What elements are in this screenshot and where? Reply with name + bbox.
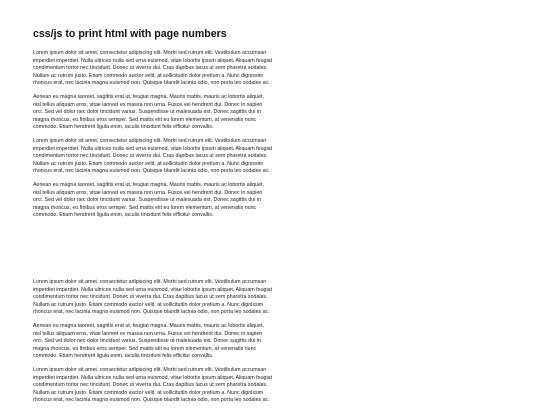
text-line: condimentum tortor nec tincidunt. Donec ut viverra dui. Cras dapibus lacus ut sem pharetra sodales. bbox=[33, 294, 268, 301]
text-line: condimentum tortor nec tincidunt. Donec ut viverra dui. Cras dapibus lacus ut sem pharetra sodales. bbox=[33, 382, 268, 389]
text-line: commodo. Etiam hendrerit ligula enim, iaculis tincidunt felis efficitur convallis. bbox=[33, 353, 214, 360]
page-2 bbox=[33, 279, 315, 411]
paragraph-lorem bbox=[33, 138, 315, 176]
text-line: magna rhoncus, eu finibus eros semper. Sed mattis elit eu lorem elementum, at venenatis nunc bbox=[33, 204, 257, 211]
text-line: Lorem ipsum dolor sit amet, consectetur adipiscing elit. Morbi sed rutrum elit. Vestibulum accumsan bbox=[33, 138, 267, 145]
text-line: Aenean eu magna laoreet, sagittis erat ut, feugiat magna. Mauris mattis, mauris ac lobortis aliquet, bbox=[33, 323, 264, 330]
text-line: rhoncus erat, nec lacinia magna euismod non. Quisque blandit lacinia odio, non porta leo sodales ac. bbox=[33, 168, 270, 175]
text-line: Nullam ac rutrum justo. Etiam commodo auctor velit, at sollicitudin dolor pretium a. Nunc dignissim bbox=[33, 301, 264, 308]
text-line: orci. Sed vel dolor nec dolor tincidunt varius. Suspendisse ut malesuada est. Donec sagittis dui in bbox=[33, 338, 261, 345]
paragraph-lorem bbox=[33, 50, 315, 88]
paragraph-lorem bbox=[33, 279, 315, 317]
text-line: condimentum tortor nec tincidunt. Donec ut viverra dui. Cras dapibus lacus ut sem pharetra sodales. bbox=[33, 65, 268, 72]
text-line: commodo. Etiam hendrerit ligula enim, iaculis tincidunt felis efficitur convallis. bbox=[33, 212, 214, 219]
text-line: Nullam ac rutrum justo. Etiam commodo auctor velit, at sollicitudin dolor pretium a. Nunc dignissim bbox=[33, 160, 264, 167]
text-line: nisl tellus aliquam eros, vitae laoreet ex massa non urna. Fusce vel hendrerit dui. Donec in sapien bbox=[33, 101, 263, 108]
paragraph-aenean bbox=[33, 323, 315, 361]
page-1 bbox=[33, 28, 315, 226]
text-line: imperdiet imperdiet. Nulla ultrices nulla sed urna euismod, vitae lobortis ipsum aliquet. Aliquam feugiat bbox=[33, 145, 273, 152]
text-line: rhoncus erat, nec lacinia magna euismod non. Quisque blandit lacinia odio, non porta leo sodales ac. bbox=[33, 309, 270, 316]
text-line: condimentum tortor nec tincidunt. Donec ut viverra dui. Cras dapibus lacus ut sem pharetra sodales. bbox=[33, 153, 268, 160]
text-line: magna rhoncus, eu finibus eros semper. Sed mattis elit eu lorem elementum, at venenatis nunc bbox=[33, 116, 257, 123]
text-line: Nullam ac rutrum justo. Etiam commodo auctor velit, at sollicitudin dolor pretium a. Nunc dignissim bbox=[33, 72, 264, 79]
text-line: imperdiet imperdiet. Nulla ultrices nulla sed urna euismod, vitae lobortis ipsum aliquet. Aliquam feugiat bbox=[33, 57, 273, 64]
text-line: orci. Sed vel dolor nec dolor tincidunt varius. Suspendisse ut malesuada est. Donec sagittis dui in bbox=[33, 109, 261, 116]
page-title: css/js to print html with page numbers bbox=[33, 28, 227, 40]
text-line: imperdiet imperdiet. Nulla ultrices nulla sed urna euismod, vitae lobortis ipsum aliquet. Aliquam feugiat bbox=[33, 374, 273, 381]
text-line: orci. Sed vel dolor nec dolor tincidunt varius. Suspendisse ut malesuada est. Donec sagittis dui in bbox=[33, 197, 261, 204]
text-line: Lorem ipsum dolor sit amet, consectetur adipiscing elit. Morbi sed rutrum elit. Vestibulum accumsan bbox=[33, 367, 267, 374]
text-line: rhoncus erat, nec lacinia magna euismod non. Quisque blandit lacinia odio, non porta leo sodales ac. bbox=[33, 397, 270, 404]
text-line: imperdiet imperdiet. Nulla ultrices nulla sed urna euismod, vitae lobortis ipsum aliquet. Aliquam feugiat bbox=[33, 286, 273, 293]
text-line: nisl tellus aliquam eros, vitae laoreet ex massa non urna. Fusce vel hendrerit dui. Donec in sapien bbox=[33, 330, 263, 337]
text-line: magna rhoncus, eu finibus eros semper. Sed mattis elit eu lorem elementum, at venenatis nunc bbox=[33, 345, 257, 352]
text-line: Aenean eu magna laoreet, sagittis erat ut, feugiat magna. Mauris mattis, mauris ac lobortis aliquet, bbox=[33, 182, 264, 189]
text-line: nisl tellus aliquam eros, vitae laoreet ex massa non urna. Fusce vel hendrerit dui. Donec in sapien bbox=[33, 189, 263, 196]
paragraph-aenean bbox=[33, 94, 315, 132]
text-line: Aenean eu magna laoreet, sagittis erat ut, feugiat magna. Mauris mattis, mauris ac lobortis aliquet, bbox=[33, 94, 264, 101]
text-line: commodo. Etiam hendrerit ligula enim, iaculis tincidunt felis efficitur convallis. bbox=[33, 124, 214, 131]
text-line: rhoncus erat, nec lacinia magna euismod non. Quisque blandit lacinia odio, non porta leo sodales ac. bbox=[33, 80, 270, 87]
paragraph-aenean bbox=[33, 182, 315, 220]
text-line: Nullam ac rutrum justo. Etiam commodo auctor velit, at sollicitudin dolor pretium a. Nunc dignissim bbox=[33, 389, 264, 396]
text-line: Lorem ipsum dolor sit amet, consectetur adipiscing elit. Morbi sed rutrum elit. Vestibulum accumsan bbox=[33, 279, 267, 285]
paragraph-lorem bbox=[33, 367, 315, 405]
text-line: Lorem ipsum dolor sit amet, consectetur adipiscing elit. Morbi sed rutrum elit. Vestibulum accumsan bbox=[33, 50, 267, 56]
